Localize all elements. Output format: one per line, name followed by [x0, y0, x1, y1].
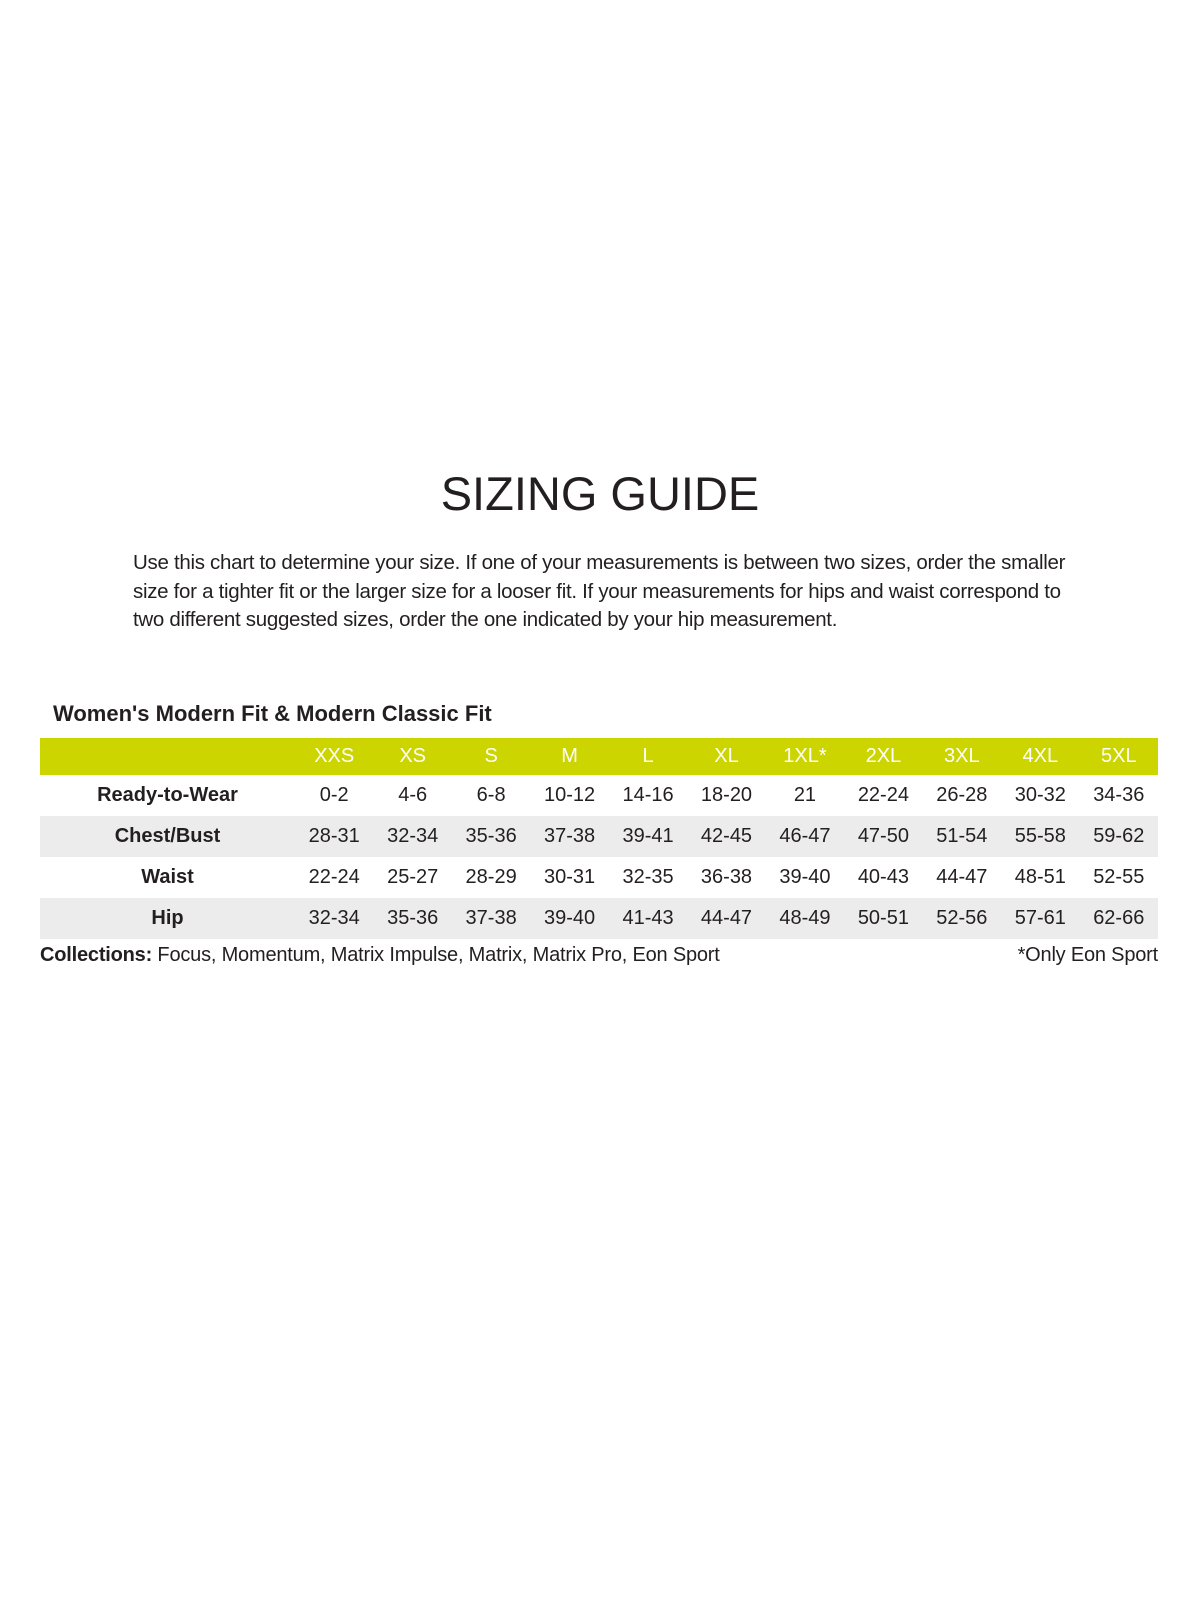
size-cell: 28-31: [308, 825, 360, 847]
size-cell: 39-41: [622, 825, 674, 847]
size-cell: 42-45: [700, 825, 753, 847]
size-header-cell: L: [609, 738, 687, 775]
size-header-empty-cell: [40, 738, 295, 775]
collections-note: [40, 944, 720, 967]
size-cell: 51-54: [936, 825, 988, 847]
page-title: SIZING GUIDE: [440, 467, 760, 520]
size-cell: 14-16: [622, 784, 674, 806]
size-cell: 39-40: [544, 907, 596, 929]
size-cell: 40-43: [857, 866, 909, 888]
size-cell: 48-49: [779, 907, 831, 929]
size-cell: 41-43: [622, 907, 674, 929]
intro-paragraph: [133, 549, 1093, 635]
size-cell: 34-36: [1093, 784, 1145, 806]
footnote: *Only Eon Sport: [1017, 944, 1158, 966]
row-label: Hip: [151, 907, 184, 929]
size-header-cell: 3XL: [923, 738, 1001, 775]
size-cell: 62-66: [1093, 907, 1145, 929]
row-label: Chest/Bust: [114, 825, 221, 847]
size-header-cell: XL: [687, 738, 765, 775]
size-cell: 18-20: [700, 784, 753, 806]
table-row-chest-bust: [40, 816, 1158, 857]
size-cell: 10-12: [544, 784, 596, 806]
size-cell: 32-34: [387, 825, 439, 847]
size-cell: 26-28: [936, 784, 988, 806]
size-cell: 0-2: [319, 784, 349, 806]
size-cell: 37-38: [465, 907, 517, 929]
row-label: Waist: [141, 866, 194, 888]
size-cell: 47-50: [857, 825, 909, 847]
size-cell: 44-47: [936, 866, 988, 888]
size-cell: 22-24: [308, 866, 360, 888]
size-cell: 35-36: [387, 907, 439, 929]
table-row-hip: [40, 898, 1158, 939]
size-cell: 4-6: [398, 784, 428, 806]
sizing-table: [40, 738, 1158, 939]
size-cell: 21: [793, 784, 817, 806]
size-header-cell: M: [530, 738, 608, 775]
size-cell: 52-55: [1093, 866, 1145, 888]
size-cell: 32-34: [308, 907, 360, 929]
intro-line: two different suggested sizes, order the one indicated by your hip measurement.: [133, 608, 838, 632]
size-cell: 35-36: [465, 825, 517, 847]
size-cell: 30-32: [1014, 784, 1066, 806]
size-cell: 25-27: [387, 866, 439, 888]
size-cell: 28-29: [465, 866, 517, 888]
size-cell: 32-35: [622, 866, 674, 888]
size-cell: 44-47: [700, 907, 753, 929]
table-row-ready-to-wear: [40, 775, 1158, 816]
size-header-row: [40, 738, 1158, 775]
size-cell: 59-62: [1093, 825, 1145, 847]
size-cell: 50-51: [857, 907, 909, 929]
size-cell: 48-51: [1014, 866, 1066, 888]
table-row-waist: [40, 857, 1158, 898]
table-footer: [40, 944, 1158, 967]
size-header-cell: 5XL: [1080, 738, 1158, 775]
size-header-cell: XS: [373, 738, 451, 775]
row-label: Ready-to-Wear: [97, 784, 238, 806]
size-cell: 39-40: [779, 866, 831, 888]
intro-line: Use this chart to determine your size. If one of your measurements is between two sizes, order the smaller: [133, 551, 1066, 574]
size-cell: 57-61: [1014, 907, 1066, 929]
size-cell: 46-47: [779, 825, 831, 847]
size-cell: 52-56: [936, 907, 988, 929]
size-header-cell: 2XL: [844, 738, 922, 775]
section-title: Women's Modern Fit & Modern Classic Fit: [53, 701, 492, 726]
collections-label: Collections:: [40, 944, 153, 966]
size-header-cell: XXS: [295, 738, 373, 775]
size-header-cell: S: [452, 738, 530, 775]
size-header-cell: 1XL*: [766, 738, 844, 775]
size-cell: 36-38: [700, 866, 753, 888]
size-cell: 22-24: [857, 784, 909, 806]
size-cell: 6-8: [476, 784, 506, 806]
size-cell: 30-31: [544, 866, 596, 888]
size-header-cell: 4XL: [1001, 738, 1079, 775]
collections-value: Focus, Momentum, Matrix Impulse, Matrix, Matrix Pro, Eon Sport: [157, 944, 720, 966]
intro-line: size for a tighter fit or the larger size for a looser fit. If your measurements for hips and waist correspond to: [133, 579, 1061, 603]
size-cell: 55-58: [1014, 825, 1066, 847]
size-cell: 37-38: [544, 825, 596, 847]
